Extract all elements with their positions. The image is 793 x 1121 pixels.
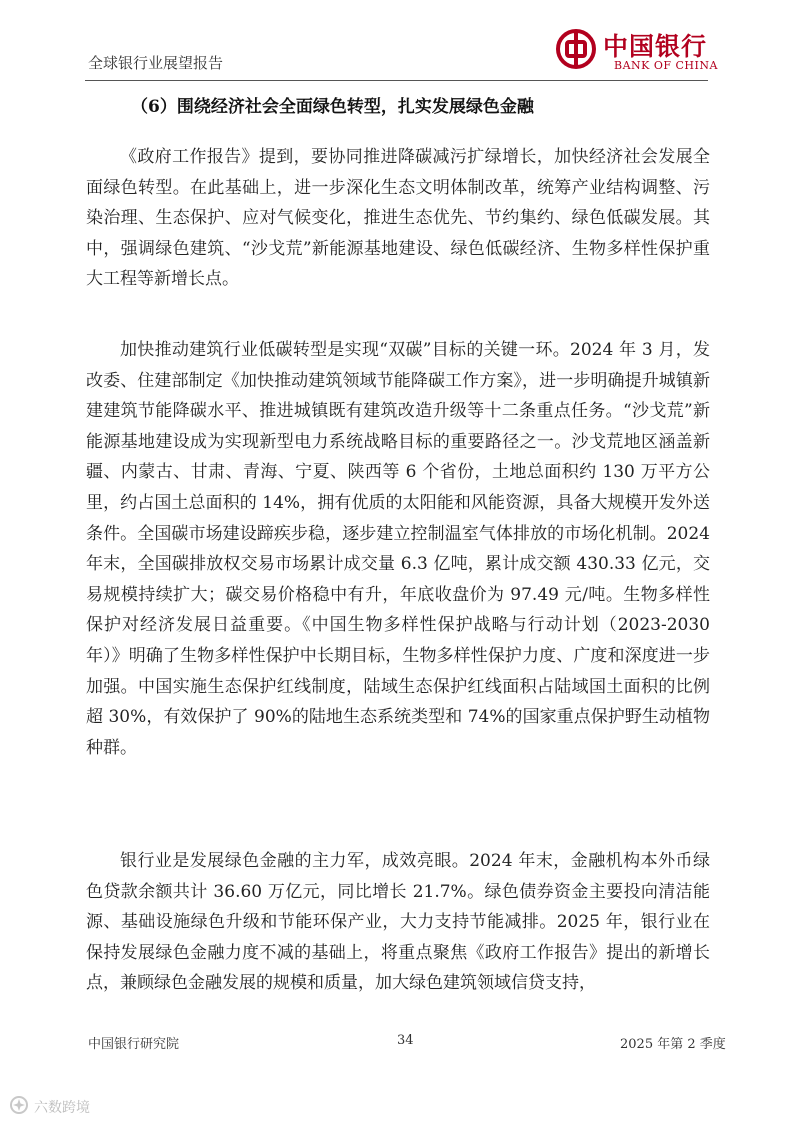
sparkle-icon <box>8 1094 30 1116</box>
logo-english-name: BANK OF CHINA <box>614 59 718 72</box>
paragraph-3: 银行业是发展绿色金融的主力军，成效亮眼。2024 年末，金融机构本外币绿色贷款余额共计 36.60 万亿元，同比增长 21.7%。绿色债券资金主要投向清洁能源、基础设施绿色升级和节能环保产业，大力支持节能减排。2025 年，银行业在保持发展绿色金融力度不减的基础上，将重点聚焦《政府工作报告》提出的新增长点，兼顾绿色金融发展的规模和质量，加大绿色建筑领域信贷支持， <box>86 851 710 994</box>
report-title: 全球银行业展望报告 <box>88 54 224 72</box>
paragraph-1: 《政府工作报告》提到，要协同推进降碳减污扩绿增长，加快经济社会发展全面绿色转型。在此基础上，进一步深化生态文明体制改革，统筹产业结构调整、污染治理、生态保护、应对气候变化，推进生态优先、节约集约、绿色低碳发展。其中，强调绿色建筑、“沙戈荒”新能源基地建设、绿色低碳经济、生物多样性保护重大工程等新增长点。 <box>86 147 710 290</box>
watermark-text: 六数跨境 <box>34 1100 90 1116</box>
section-heading: （6）围绕经济社会全面绿色转型，扎实发展绿色金融 <box>131 97 534 117</box>
header-divider <box>85 80 708 81</box>
watermark <box>6 1093 116 1117</box>
page-number: 34 <box>397 1033 414 1048</box>
paragraph-2: 加快推动建筑行业低碳转型是实现“双碳”目标的关键一环。2024 年 3 月，发改委、住建部制定《加快推动建筑领域节能降碳工作方案》，进一步明确提升城镇新建建筑节能降碳水平、推进城镇既有建筑改造升级等十二条重点任务。“沙戈荒”新能源基地建设成为实现新型电力系统战略目标的重要路径之一。沙戈荒地区涵盖新疆、内蒙古、甘肃、青海、宁夏、陕西等 6 个省份，土地总面积约 130 万平方公里，约占国土总面积的 14%，拥有优质的太阳能和风能资源，具备大规模开发外送条件。全国碳市场建设蹄疾步稳，逐步建立控制温室气体排放的市场化机制。2024 年末，全国碳排放权交易市场累计成交量 6.3 亿吨，累计成交额 430.33 亿元，交易规模持续扩大；碳交易价格稳中有升，年底收盘价为 97.49 元/吨。生物多样性保护对经济发展日益重要。《中国生物多样性保护战略与行动计划（2023-2030 年）》明确了生物多样性保护中长期目标，生物多样性保护力度、广度和深度进一步加强。中国实施生态保护红线制度，陆域生态保护红线面积占陆域国土面积的比例超 30%，有效保护了 90%的陆地生态系统类型和 74%的国家重点保护野生动植物种群。 <box>86 340 710 758</box>
footer-publisher: 中国银行研究院 <box>88 1037 180 1052</box>
bank-emblem-icon <box>556 29 596 69</box>
logo-chinese-name: 中国银行 <box>603 32 708 61</box>
bank-logo <box>556 25 716 79</box>
footer-quarter: 2025 年第 2 季度 <box>620 1037 726 1052</box>
